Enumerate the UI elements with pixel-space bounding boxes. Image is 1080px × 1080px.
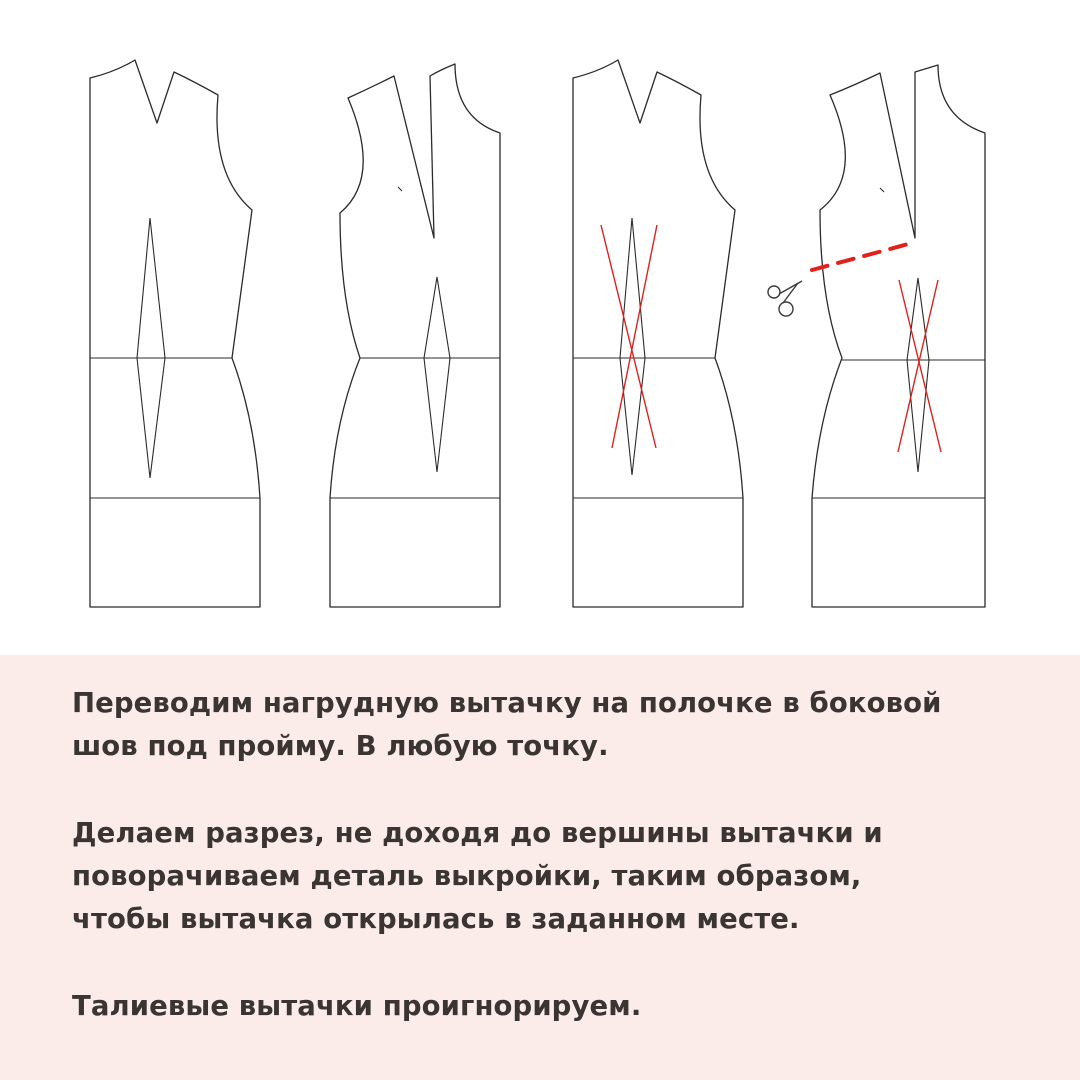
scissors-icon xyxy=(768,281,802,316)
text-line: Талиевые вытачки проигнорируем. xyxy=(72,990,642,1022)
front-pattern xyxy=(330,64,500,607)
text-line: шов под пройму. В любую точку. xyxy=(72,730,609,762)
back-pattern xyxy=(90,60,260,607)
instruction-text-panel xyxy=(0,655,1080,1080)
text-line: Делаем разрез, не доходя до вершины вытачки и xyxy=(72,817,883,849)
instruction-paragraph-3 xyxy=(72,985,1020,1028)
text-line: Переводим нагрудную вытачку на полочке в боковой xyxy=(72,687,942,719)
front-pattern-cut-line xyxy=(812,65,985,607)
instruction-paragraph-2 xyxy=(72,812,1020,941)
back-pattern-waist-darts-crossed xyxy=(573,60,743,607)
text-line: поворачиваем деталь выкройки, таким образом, xyxy=(72,860,862,892)
instruction-paragraph-1 xyxy=(72,682,1020,768)
text-line: чтобы вытачка открылась в заданном месте. xyxy=(72,903,800,935)
